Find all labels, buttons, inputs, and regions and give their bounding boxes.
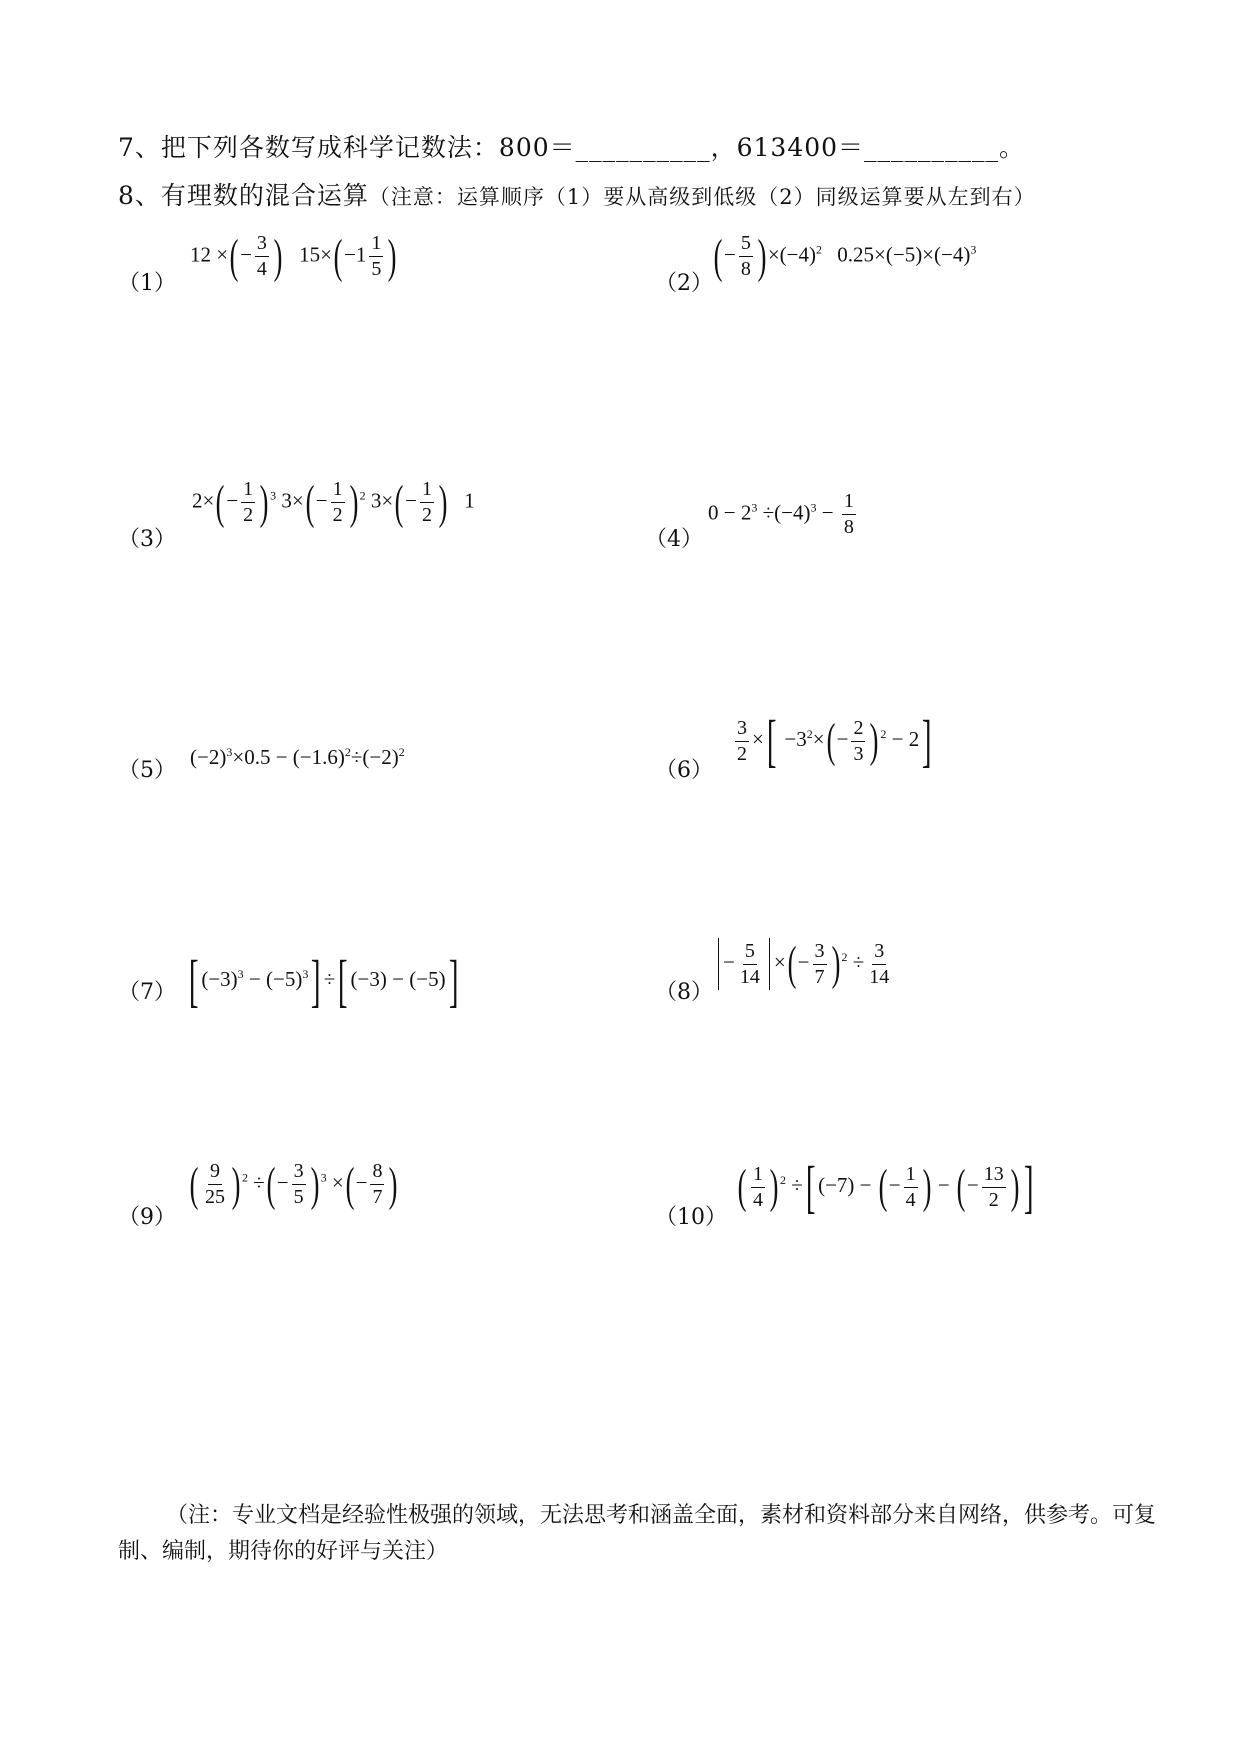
p8-den3: 14 [869,965,890,988]
problem-7-label: （7） [118,980,176,1005]
p4-zero: 0 [708,500,719,525]
p9-num3: 8 [370,1160,384,1185]
problem-10-expression: ( $\frac{1}{4}$ ) $^2$ ÷[ (−7) − (− $\frac{1}{4}$ ) − (− $\frac{13}{2}$ )] [737,1154,1034,1219]
question-7: 7、把下列各数写成科学记数法：800＝__________，613400＝__________。 [118,133,1026,162]
p7-base2: 5 [284,966,296,991]
p6-num2: 2 [851,717,865,742]
p3-coef: 2 [192,488,203,513]
problem-1-label: （1） [118,271,176,296]
p8-num3: 3 [872,940,886,965]
p8-num2: 3 [813,940,827,965]
p4-exp2: 3 [810,500,817,515]
p1-term: 12 [190,242,211,267]
p1-num: 3 [255,232,269,257]
p2-term2: 5 [904,242,916,267]
p2-term: 0.25 [837,242,874,267]
p4-base2: 4 [792,500,804,525]
p2-den: 8 [740,258,751,280]
problem-9-expression: ( $\frac{9}{25}$ ) $^2$ ÷(− $\frac{3}{5}$ ) $^3$ ×(− $\frac{8}{7}$ ) [189,1157,398,1211]
p2-num: 5 [739,232,753,257]
footer-note: （注：专业文档是经验性极强的领域，无法思考和涵盖全面，素材和资料部分来自网络，供参考。可复制、编制，期待你的好评与关注） [118,1503,1157,1564]
p8-den: 14 [739,965,760,988]
p9-den2: 5 [293,1186,304,1208]
p10-den2: 4 [905,1188,916,1211]
p9-exp: 2 [241,1170,248,1185]
p6-base: 3 [796,726,807,751]
problem-10-label: （10） [655,1205,727,1230]
p7-base: 3 [220,966,231,991]
p10-num: 1 [751,1163,765,1188]
problem-5-expression: $(-2)^3\times 0.5 - (-1.6)^2\div(-2)^2$ [190,745,405,769]
p9-exp2: 3 [320,1170,327,1185]
problem-6-label: （6） [655,758,713,783]
p4-exp: 3 [751,500,758,515]
p10-den3: 2 [988,1188,999,1211]
problem-3-label: （3） [118,527,176,552]
p10-num2: 1 [904,1163,918,1188]
p6-exp: 2 [806,726,813,741]
p10-num3: 13 [982,1163,1006,1188]
p1-term2: 15 [299,242,321,267]
p9-den: 25 [204,1186,225,1208]
p3-coef3: 3 [370,488,382,513]
p3-den3: 2 [421,504,432,526]
p2-exp2: 3 [970,242,977,257]
p5-exp: 3 [226,745,233,759]
p9-num: 9 [208,1160,222,1185]
p5-exp2: 2 [344,745,351,759]
p1-den: 4 [256,258,267,280]
question-8-title: 8、有理数的混合运算 [118,181,369,210]
p9-num2: 3 [292,1160,306,1185]
p3-num1: 1 [241,478,255,503]
p10-exp: 2 [779,1172,786,1187]
p1-num2: 1 [369,232,383,257]
question-8 [118,176,1036,212]
p3-num2: 1 [331,478,345,503]
p10-term: 7 [836,1172,848,1197]
p5-base: 2 [208,745,220,769]
p4-num: 1 [842,490,856,515]
p1-den2: 5 [371,258,382,280]
p4-den: 8 [843,516,854,538]
p5-base2: 1.6 [311,745,338,769]
problem-4-expression: $0 - 2^3 \div(-4)^3$ − $\frac{1}{8}$ [708,490,854,538]
problem-2-label: （2） [655,271,713,296]
problem-3-expression: 2×(− $\frac{1}{2}$ ) $^3$ 3×(− $\frac{1}{2}$ ) $^2$ 3×(− $\frac{1}{2}$ ) 1 [192,475,475,529]
problem-4-label: （4） [645,527,703,552]
problem-8-label: （8） [655,980,713,1005]
p7-term: 3 [369,966,380,991]
p8-den2: 7 [814,965,825,988]
problem-5-label: （5） [118,758,176,783]
p3-num3: 1 [420,478,434,503]
p5-exp3: 2 [398,745,405,759]
p2-base: 4 [798,242,809,267]
p9-den3: 7 [372,1186,383,1208]
p3-den1: 2 [243,504,254,526]
p7-term2: 5 [428,966,439,991]
problem-8-expression: − $\frac{5}{14}$ ×(− $\frac{3}{7}$ ) $^2$ ÷ $\frac{3}{14}$ [714,938,894,990]
problem-2-expression: (− $\frac{5}{8}$ )$\times(-4)^2$ $0.25\times(-5)\times(-4)^3$ [713,229,977,283]
p1-whole: 1 [355,242,367,267]
p7-exp: 3 [237,966,244,981]
p5-base3: 2 [381,745,392,769]
p6-den2: 3 [853,742,864,765]
p4-base: 2 [740,500,752,525]
p6-const: 2 [908,726,920,751]
p6-den: 2 [737,742,747,765]
p2-base2: 4 [952,242,964,267]
p7-exp2: 3 [302,966,309,981]
p3-exp1: 3 [270,488,277,503]
p8-exp: 2 [841,949,848,964]
problem-7-expression: [ $(-3)^3 - (-5)^3$] ÷[ (−3) − (−5)] [188,948,459,1013]
p6-exp2: 2 [880,726,887,741]
p8-num: 5 [743,940,757,965]
p5-term: 0.5 [244,745,271,769]
problem-9-label: （9） [118,1205,176,1230]
p3-den2: 2 [332,504,343,526]
p10-den: 4 [752,1188,763,1211]
p3-exp2: 2 [359,488,366,503]
problem-1-expression: 12 ×(− $\frac{3}{4}$ ) 15×(−1 $\frac{1}{5}$ ) [190,229,397,283]
p3-const: 1 [464,488,475,513]
question-8-note: （注意：运算顺序（1）要从高级到低级（2）同级运算要从左到右） [368,185,1036,209]
p6-num: 3 [735,717,749,742]
p2-exp: 2 [816,242,822,257]
problem-6-expression: $\frac{3}{2}$ ×[ $-3^2\times(-$ $\frac{2}{3}$ ) $^2$ − 2] [737,708,932,773]
p3-coef2: 3 [281,488,292,513]
